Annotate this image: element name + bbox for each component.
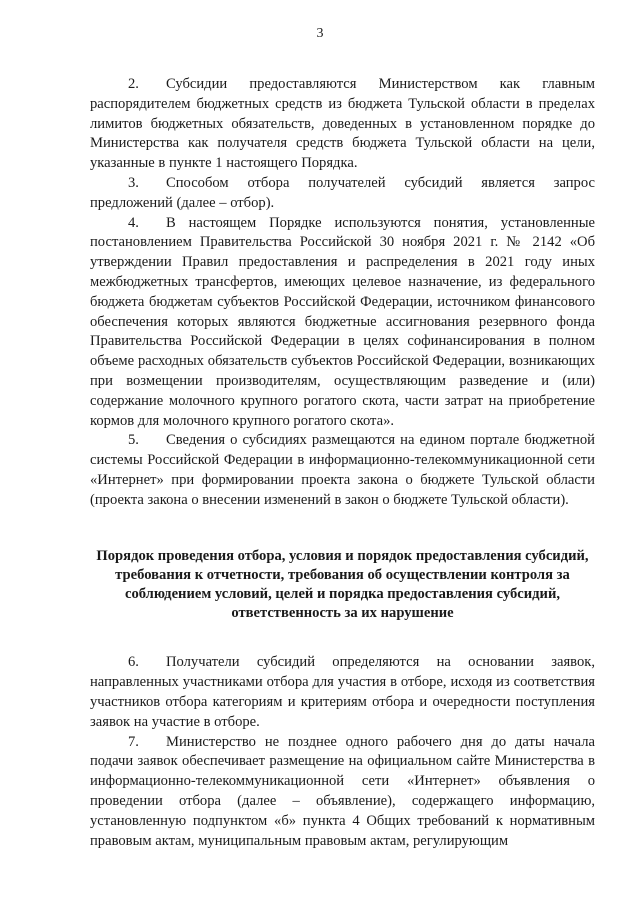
paragraph-6 [90, 653, 595, 732]
paragraph-number: 5. [128, 432, 139, 449]
paragraph-2 [90, 75, 595, 174]
paragraph-text: Сведения о субсидиях размещаются на едином портале бюджетной системы Российской Федерации в информационно-телекоммуникационной сети «Интернет» при формировании проекта закона о бюджете Тульской области (проекта закона о внесении изменений в закон о бюджете Тульской области). [90, 432, 595, 508]
page-number: 3 [316, 26, 324, 41]
paragraph-text: Способом отбора получателей субсидий является запрос предложений (далее – отбор). [90, 174, 595, 211]
paragraph-3 [90, 174, 595, 214]
paragraph-number: 7. [128, 733, 139, 750]
paragraph-number: 3. [128, 174, 139, 191]
paragraph-text: В настоящем Порядке используются понятия, установленные постановлением Правительства Российской 30 ноября 2021 г. № 2142 «Об утверждении Правил предоставления и распределения в 2021 году иных межбюджетных трансфертов, имеющих целевое назначение, из федерального бюджета бюджетам субъектов Российской Федерации, источником финансового обеспечения которых являются бюджетные ассигнования резервного фонда Правительства Российской Федерации в целях софинансирования в полном объеме расходных обязательств субъектов Российской Федерации, возникающих при возмещении производителям, осуществляющим разведение и (или) содержание молочного крупного рогатого скота, части затрат на приобретение кормов для молочного крупного рогатого скота». [90, 214, 595, 429]
paragraph-number: 4. [128, 214, 139, 231]
paragraph-number: 2. [128, 76, 139, 92]
paragraph-4 [90, 214, 595, 432]
document-body [90, 75, 595, 851]
paragraph-number: 6. [128, 654, 139, 671]
paragraph-text: Получатели субсидий определяются на основании заявок, направленных участниками отбора для участия в отборе, исходя из соответствия участников отбора категориям и критериям отбора и очередности поступления заявок на участие в отборе. [90, 654, 595, 730]
paragraph-text: Министерство не позднее одного рабочего дня до даты начала подачи заявок обеспечивает размещение на официальном сайте Министерства в информационно-телекоммуникационной сети «Интернет» объявления о проведении отбора (далее – объявление), содержащего информацию, установленную подпунктом «б» пункта 4 Общих требований к нормативным правовым актам, муниципальным правовым актам, регулирующим [90, 733, 595, 849]
paragraph-5 [90, 431, 595, 510]
paragraph-text: Субсидии предоставляются Министерством как главным распорядителем бюджетных средств из бюджета Тульской области в пределах лимитов бюджетных обязательств, доведенных в установленном порядке до Министерства как получателя средств бюджета Тульской области на цели, указанные в пункте 1 настоящего Порядка. [90, 76, 595, 172]
paragraph-7 [90, 733, 595, 852]
section-heading: Порядок проведения отбора, условия и порядок предоставления субсидий, требования к отчетности, требования об осуществлении контроля за соблюдением условий, целей и порядка предоставления субсидий, ответственность за их нарушение [96, 547, 589, 622]
